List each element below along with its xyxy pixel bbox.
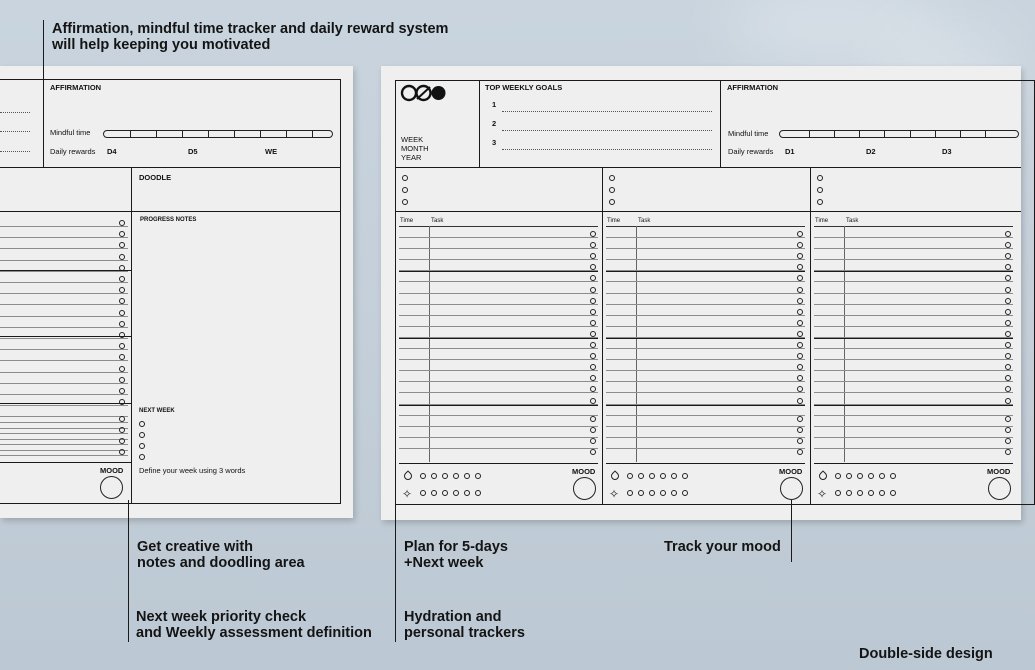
personal-tracker-check[interactable] <box>420 490 426 496</box>
task-check[interactable] <box>797 320 803 326</box>
caption-creative <box>137 539 305 571</box>
hydration-check[interactable] <box>453 473 459 479</box>
affirmation-label: AFFIRMATION <box>50 83 102 92</box>
next-week-check[interactable] <box>139 454 145 460</box>
task-check[interactable] <box>797 342 803 348</box>
task-header: Task <box>431 218 444 224</box>
caption-plan <box>404 539 508 571</box>
task-check[interactable] <box>797 287 803 293</box>
hydration-check[interactable] <box>627 473 633 479</box>
task-check[interactable] <box>119 366 125 372</box>
daily-rewards-label: Daily rewards <box>728 147 774 156</box>
task-check[interactable] <box>797 298 803 304</box>
day-priority-check[interactable] <box>817 175 823 181</box>
day-priority-check[interactable] <box>817 187 823 193</box>
personal-tracker-check[interactable] <box>857 490 863 496</box>
hydration-check[interactable] <box>649 473 655 479</box>
caption-line: Next week priority check <box>136 609 307 625</box>
personal-tracker-check[interactable] <box>879 490 885 496</box>
reward-day: D5 <box>188 147 198 156</box>
time-header: Time <box>400 218 414 224</box>
hydration-check[interactable] <box>420 473 426 479</box>
personal-tracker-check[interactable] <box>868 490 874 496</box>
day-priority-check[interactable] <box>609 175 615 181</box>
reward-day: D3 <box>942 147 952 156</box>
goal-number: 2 <box>492 119 497 128</box>
personal-tracker-check[interactable] <box>835 490 841 496</box>
task-check[interactable] <box>1005 287 1011 293</box>
time-header: Time <box>607 218 621 224</box>
task-check[interactable] <box>1005 231 1011 237</box>
hydration-check[interactable] <box>835 473 841 479</box>
top-weekly-goals-label: TOP WEEKLY GOALS <box>485 83 563 92</box>
sparkle-icon: ✧ <box>817 487 828 501</box>
task-check[interactable] <box>590 231 596 237</box>
personal-tracker-check[interactable] <box>627 490 633 496</box>
task-check[interactable] <box>1005 416 1011 422</box>
personal-tracker-check[interactable] <box>682 490 688 496</box>
personal-tracker-check[interactable] <box>846 490 852 496</box>
task-check[interactable] <box>590 449 596 455</box>
progress-notes-label: PROGRESS NOTES <box>140 217 197 223</box>
task-check[interactable] <box>797 309 803 315</box>
week-label: WEEK <box>401 135 424 144</box>
mood-label: MOOD <box>987 467 1011 476</box>
personal-tracker-check[interactable] <box>453 490 459 496</box>
time-header: Time <box>815 218 829 224</box>
define-week-label: Define your week using 3 words <box>139 466 246 475</box>
hydration-check[interactable] <box>660 473 666 479</box>
task-check[interactable] <box>590 331 596 337</box>
task-check[interactable] <box>590 342 596 348</box>
task-check[interactable] <box>1005 320 1011 326</box>
caption-line: personal trackers <box>404 625 525 641</box>
task-check[interactable] <box>590 309 596 315</box>
task-check[interactable] <box>797 449 803 455</box>
hydration-check[interactable] <box>846 473 852 479</box>
hydration-check[interactable] <box>464 473 470 479</box>
caption-line: will help keeping you motivated <box>52 37 271 53</box>
mood-label: MOOD <box>100 466 124 475</box>
goal-number: 1 <box>492 100 497 109</box>
caption-double-side: Double-side design <box>859 646 993 662</box>
reward-day: WE <box>265 147 278 156</box>
personal-tracker-check[interactable] <box>442 490 448 496</box>
personal-tracker-check[interactable] <box>890 490 896 496</box>
task-check[interactable] <box>119 416 125 422</box>
affirmation-label: AFFIRMATION <box>727 83 779 92</box>
goal-number: 3 <box>492 138 497 147</box>
task-check[interactable] <box>1005 342 1011 348</box>
task-check[interactable] <box>590 298 596 304</box>
hydration-check[interactable] <box>868 473 874 479</box>
caption-line: Hydration and <box>404 609 502 625</box>
task-header: Task <box>846 218 859 224</box>
task-check[interactable] <box>119 254 125 260</box>
reward-day: D1 <box>785 147 795 156</box>
task-check[interactable] <box>119 310 125 316</box>
task-check[interactable] <box>119 427 125 433</box>
goal-line[interactable] <box>502 130 712 131</box>
caption-line: Get creative with <box>137 539 254 555</box>
next-week-check[interactable] <box>139 443 145 449</box>
task-check[interactable] <box>797 416 803 422</box>
caption-motivation <box>52 21 448 53</box>
mood-circle[interactable] <box>988 477 1011 500</box>
goal-line[interactable] <box>502 111 712 112</box>
task-header: Task <box>638 218 651 224</box>
personal-tracker-check[interactable] <box>660 490 666 496</box>
task-check[interactable] <box>797 427 803 433</box>
personal-tracker-check[interactable] <box>649 490 655 496</box>
task-check[interactable] <box>119 449 125 455</box>
task-check[interactable] <box>1005 298 1011 304</box>
task-check[interactable] <box>1005 438 1011 444</box>
task-check[interactable] <box>797 438 803 444</box>
day-priority-check[interactable] <box>402 175 408 181</box>
mindful-time-tracker[interactable] <box>779 130 1019 138</box>
month-label: MONTH <box>401 144 429 153</box>
day-priority-check[interactable] <box>402 187 408 193</box>
task-check[interactable] <box>590 320 596 326</box>
sparkle-icon: ✧ <box>402 487 413 501</box>
day-priority-check[interactable] <box>609 187 615 193</box>
mood-circle[interactable] <box>573 477 596 500</box>
hydration-check[interactable] <box>431 473 437 479</box>
caption-line: Affirmation, mindful time tracker and daily reward system <box>52 21 449 37</box>
year-label: YEAR <box>401 153 422 162</box>
hydration-check[interactable] <box>857 473 863 479</box>
personal-tracker-check[interactable] <box>431 490 437 496</box>
personal-tracker-check[interactable] <box>464 490 470 496</box>
personal-tracker-check[interactable] <box>638 490 644 496</box>
task-check[interactable] <box>590 416 596 422</box>
task-check[interactable] <box>119 388 125 394</box>
task-check[interactable] <box>1005 309 1011 315</box>
goal-line[interactable] <box>502 149 712 150</box>
task-check[interactable] <box>119 220 125 226</box>
personal-tracker-check[interactable] <box>475 490 481 496</box>
reward-day: D2 <box>866 147 876 156</box>
caption-hydration <box>404 609 525 641</box>
hydration-check[interactable] <box>638 473 644 479</box>
mood-circle[interactable] <box>100 476 123 499</box>
caption-line: Plan for 5-days <box>404 539 508 555</box>
reward-day: D4 <box>107 147 117 156</box>
next-week-label: NEXT WEEK <box>139 408 175 414</box>
doodle-label: DOODLE <box>139 173 172 182</box>
task-check[interactable] <box>119 321 125 327</box>
hydration-check[interactable] <box>890 473 896 479</box>
caption-line: notes and doodling area <box>137 555 305 571</box>
mood-circle[interactable] <box>780 477 803 500</box>
caption-line: and Weekly assessment definition <box>136 625 372 641</box>
mindful-time-label: Mindful time <box>50 128 91 137</box>
mood-label: MOOD <box>572 467 596 476</box>
task-check[interactable] <box>590 287 596 293</box>
hydration-check[interactable] <box>879 473 885 479</box>
task-check[interactable] <box>119 438 125 444</box>
next-week-check[interactable] <box>139 421 145 427</box>
daily-rewards-label: Daily rewards <box>50 147 96 156</box>
task-check[interactable] <box>1005 331 1011 337</box>
right-planner-sheet <box>381 66 1021 520</box>
task-check[interactable] <box>1005 398 1011 404</box>
task-check[interactable] <box>590 398 596 404</box>
left-planner-sheet <box>0 66 353 518</box>
hydration-check[interactable] <box>475 473 481 479</box>
day-priority-check[interactable] <box>609 199 615 205</box>
task-check[interactable] <box>797 331 803 337</box>
next-week-check[interactable] <box>139 432 145 438</box>
mindful-time-tracker[interactable] <box>103 130 333 138</box>
caption-line: +Next week <box>404 555 484 571</box>
task-check[interactable] <box>1005 449 1011 455</box>
three-circles-logo <box>401 85 447 101</box>
task-check[interactable] <box>1005 427 1011 433</box>
task-check[interactable] <box>590 427 596 433</box>
personal-tracker-check[interactable] <box>671 490 677 496</box>
sparkle-icon: ✧ <box>609 487 620 501</box>
hydration-check[interactable] <box>671 473 677 479</box>
caption-mood: Track your mood <box>664 539 781 555</box>
task-check[interactable] <box>797 398 803 404</box>
task-check[interactable] <box>119 276 125 282</box>
mood-label: MOOD <box>779 467 803 476</box>
mindful-time-label: Mindful time <box>728 129 769 138</box>
day-priority-check[interactable] <box>817 199 823 205</box>
hydration-check[interactable] <box>442 473 448 479</box>
day-priority-check[interactable] <box>402 199 408 205</box>
caption-priority <box>136 609 372 641</box>
task-check[interactable] <box>590 438 596 444</box>
hydration-check[interactable] <box>682 473 688 479</box>
task-check[interactable] <box>797 231 803 237</box>
task-check[interactable] <box>119 377 125 383</box>
